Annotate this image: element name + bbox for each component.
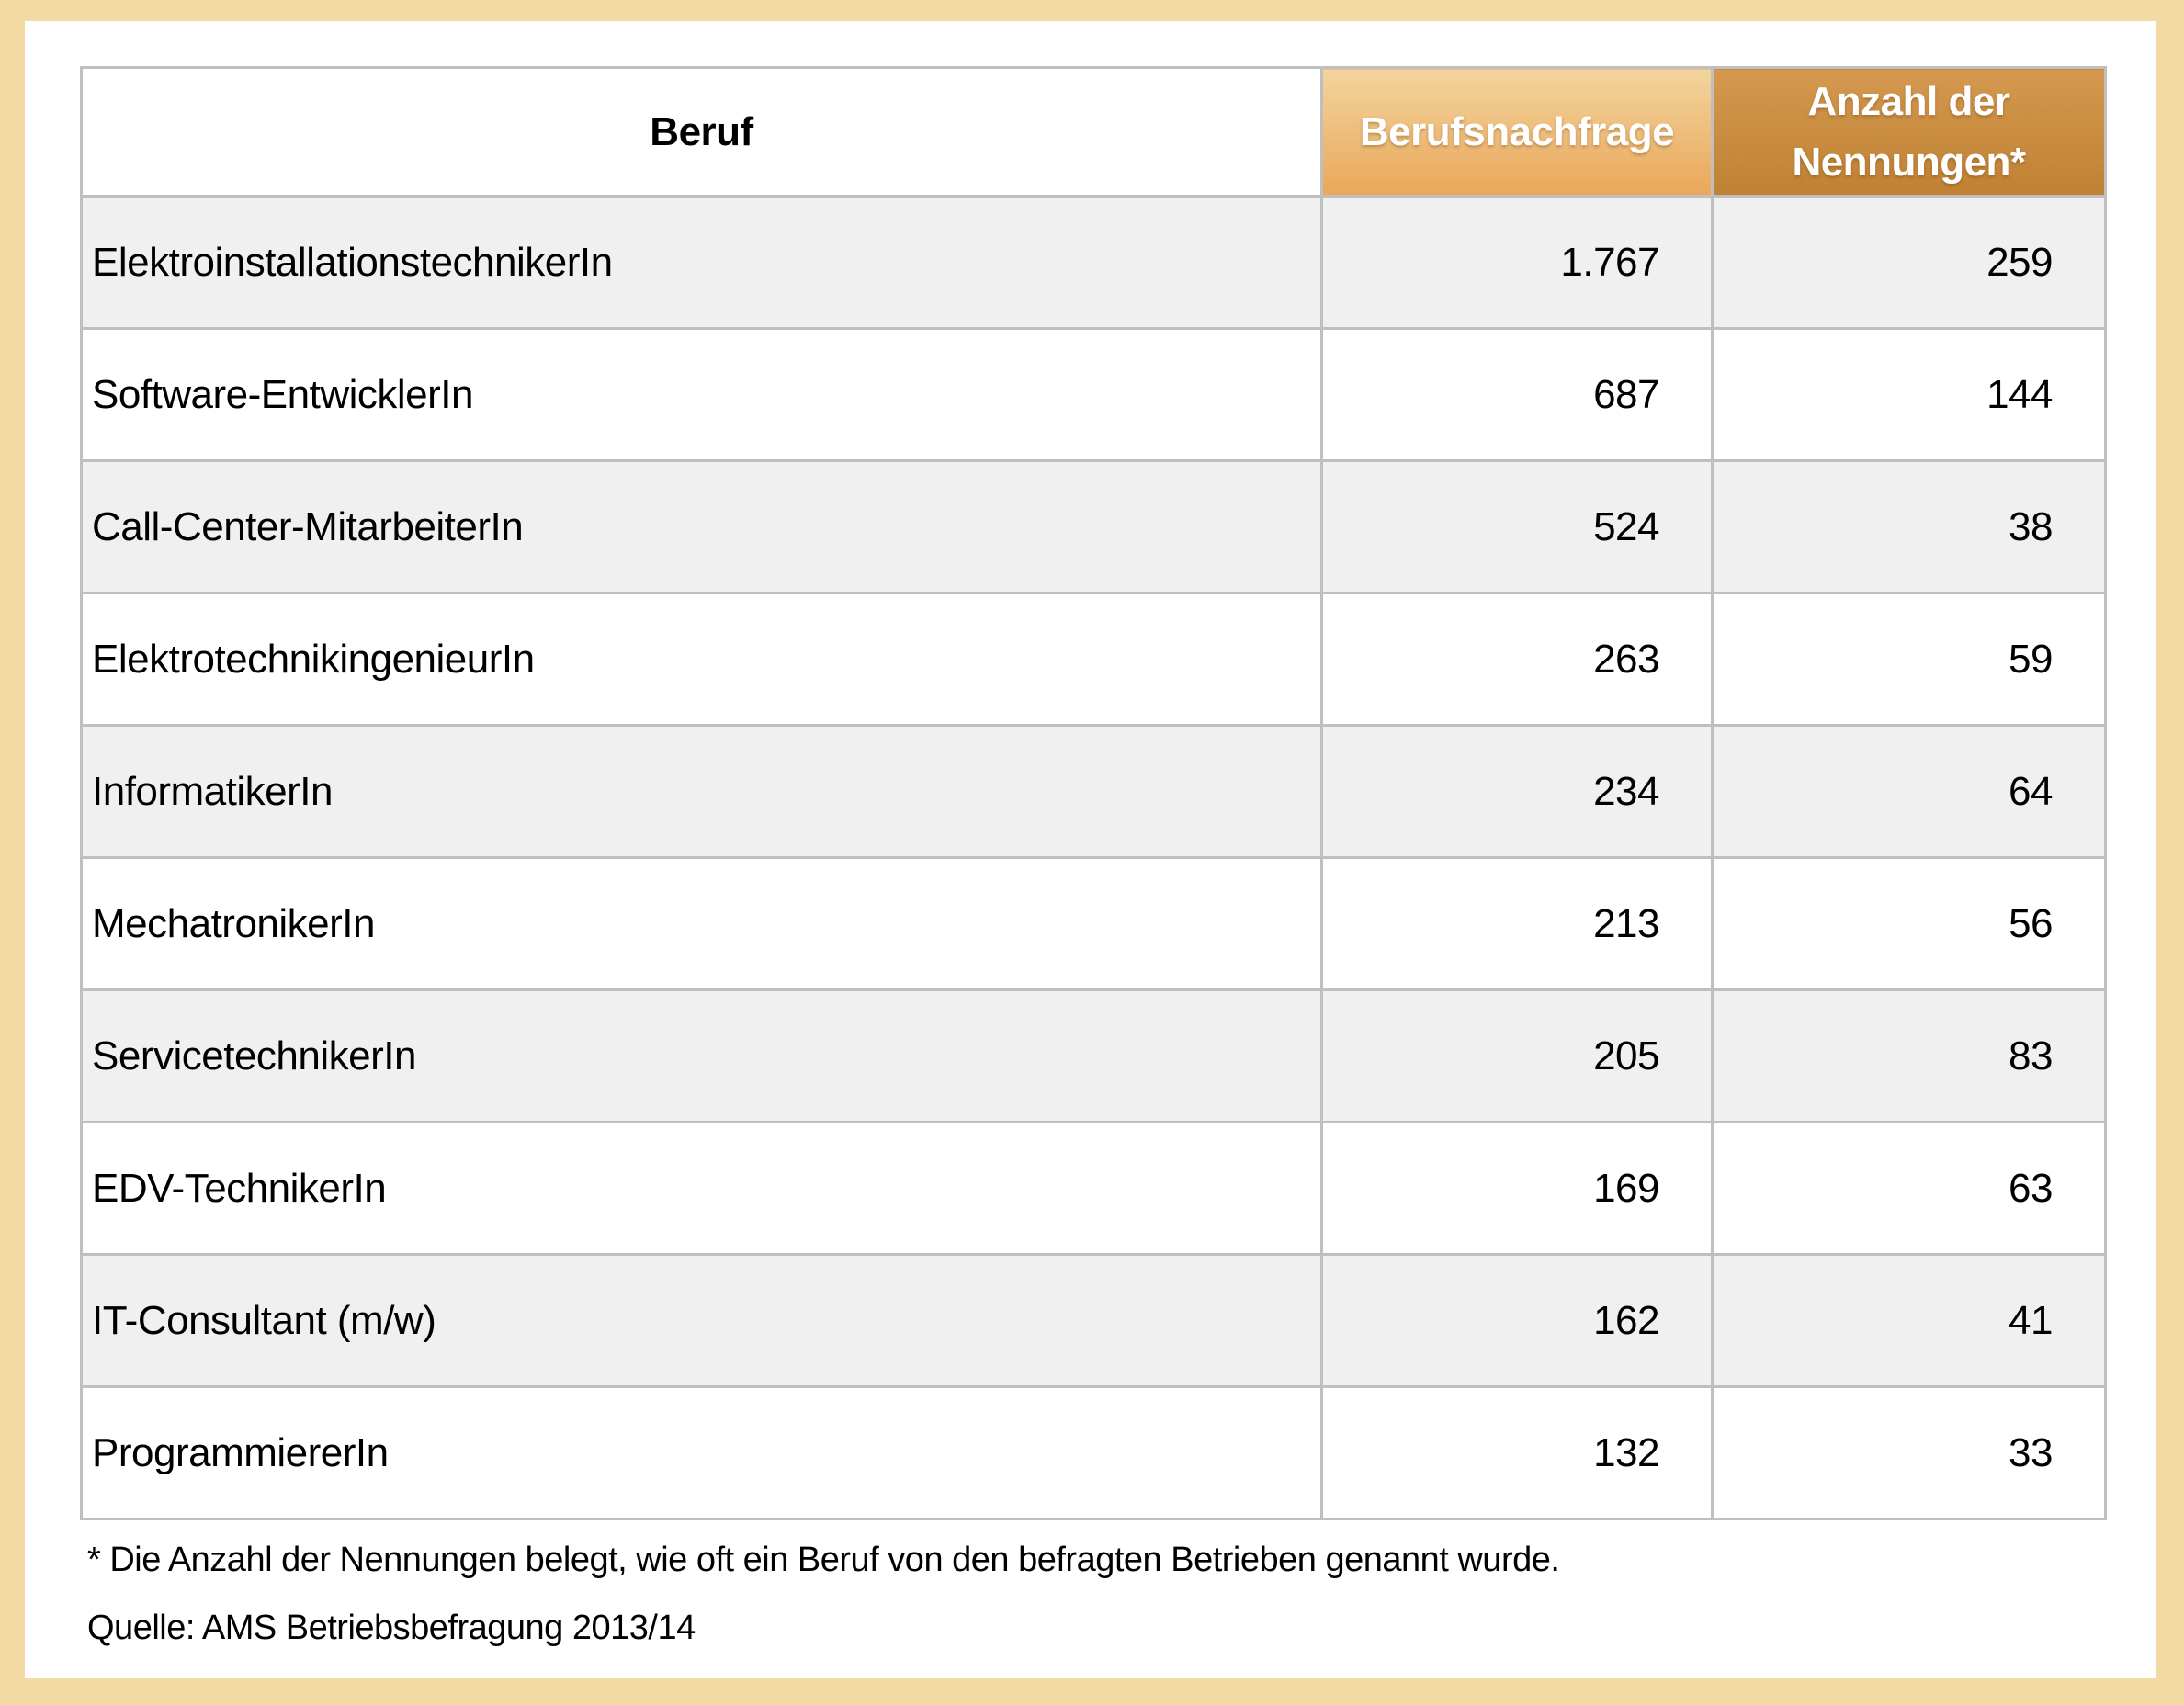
footnote-text: * Die Anzahl der Nennungen belegt, wie oft ein Beruf von den befragten Betrieben genannt wurde. xyxy=(87,1541,1560,1579)
table-row xyxy=(82,1387,2106,1519)
cell-nennungen: 59 xyxy=(1713,593,2106,726)
table-row xyxy=(82,1123,2106,1255)
cell-beruf: ProgrammiererIn xyxy=(82,1387,1322,1519)
cell-beruf: EDV-TechnikerIn xyxy=(82,1123,1322,1255)
cell-berufsnachfrage: 234 xyxy=(1322,726,1713,858)
table-row xyxy=(82,858,2106,990)
beruf-nachfrage-table xyxy=(80,66,2107,1520)
cell-nennungen: 56 xyxy=(1713,858,2106,990)
cell-berufsnachfrage: 524 xyxy=(1322,461,1713,593)
cell-berufsnachfrage: 205 xyxy=(1322,990,1713,1123)
cell-berufsnachfrage: 162 xyxy=(1322,1255,1713,1387)
cell-nennungen: 64 xyxy=(1713,726,2106,858)
cell-beruf: MechatronikerIn xyxy=(82,858,1322,990)
table-row xyxy=(82,726,2106,858)
table-row xyxy=(82,1255,2106,1387)
table-row xyxy=(82,329,2106,461)
table-row xyxy=(82,461,2106,593)
cell-berufsnachfrage: 263 xyxy=(1322,593,1713,726)
table-row xyxy=(82,990,2106,1123)
column-header-beruf: Beruf xyxy=(82,68,1322,197)
cell-nennungen: 144 xyxy=(1713,329,2106,461)
cell-berufsnachfrage: 132 xyxy=(1322,1387,1713,1519)
cell-nennungen: 41 xyxy=(1713,1255,2106,1387)
cell-beruf: ElektrotechnikingenieurIn xyxy=(82,593,1322,726)
table-row xyxy=(82,197,2106,329)
white-page-background xyxy=(25,21,2156,1678)
column-header-berufsnachfrage: Berufsnachfrage xyxy=(1322,68,1713,197)
cell-nennungen: 38 xyxy=(1713,461,2106,593)
cell-berufsnachfrage: 687 xyxy=(1322,329,1713,461)
column-header-anzahl-nennungen: Anzahl der Nennungen* xyxy=(1713,68,2106,197)
cell-berufsnachfrage: 1.767 xyxy=(1322,197,1713,329)
cell-berufsnachfrage: 169 xyxy=(1322,1123,1713,1255)
cell-nennungen: 83 xyxy=(1713,990,2106,1123)
cell-beruf: Call-Center-MitarbeiterIn xyxy=(82,461,1322,593)
cell-nennungen: 33 xyxy=(1713,1387,2106,1519)
table-header-row xyxy=(82,68,2106,197)
cell-nennungen: 63 xyxy=(1713,1123,2106,1255)
source-text: Quelle: AMS Betriebsbefragung 2013/14 xyxy=(87,1608,696,1647)
table-row xyxy=(82,593,2106,726)
cell-beruf: InformatikerIn xyxy=(82,726,1322,858)
cell-beruf: ServicetechnikerIn xyxy=(82,990,1322,1123)
cell-berufsnachfrage: 213 xyxy=(1322,858,1713,990)
cell-nennungen: 259 xyxy=(1713,197,2106,329)
cell-beruf: IT-Consultant (m/w) xyxy=(82,1255,1322,1387)
cell-beruf: Software-EntwicklerIn xyxy=(82,329,1322,461)
cell-beruf: ElektroinstallationstechnikerIn xyxy=(82,197,1322,329)
